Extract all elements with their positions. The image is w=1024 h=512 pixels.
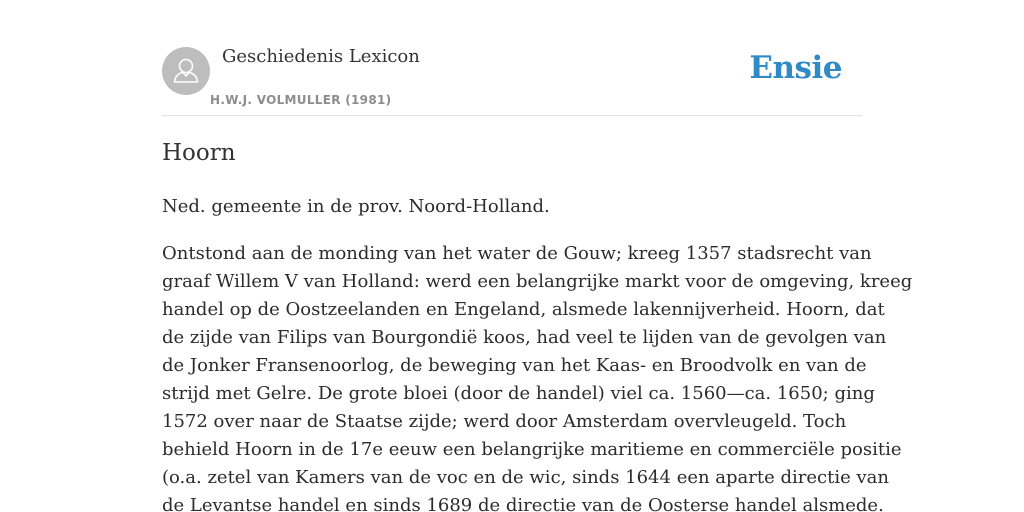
body-line: behield Hoorn in de 17e eeuw een belangrijke maritieme en commerciële positie	[162, 439, 902, 460]
body-line: de zijde van Filips van Bourgondië koos, had veel te lijden van de gevolgen van	[162, 327, 887, 348]
entry-summary: Ned. gemeente in de prov. Noord-Holland.	[162, 196, 550, 217]
author-name[interactable]: H.W.J. VOLMULLER (1981)	[210, 93, 392, 107]
body-line: handel op de Oostzeelanden en Engeland, alsmede lakennijverheid. Hoorn, dat	[162, 299, 885, 320]
user-silhouette-icon	[162, 47, 210, 95]
body-line: 1572 over naar de Staatse zijde; werd door Amsterdam overvleugeld. Toch	[162, 411, 847, 432]
body-line: de Levantse handel en sinds 1689 de directie van de Oosterse handel alsmede.	[162, 495, 884, 512]
page-container	[162, 0, 913, 512]
body-line: de Jonker Fransenoorlog, de beweging van het Kaas- en Broodvolk en van de	[162, 355, 867, 376]
brand-logo[interactable]: Ensie	[749, 50, 842, 86]
entry-title: Hoorn	[162, 140, 236, 166]
avatar[interactable]	[162, 47, 210, 95]
entry-body	[162, 240, 913, 512]
body-line: strijd met Gelre. De grote bloei (door de handel) viel ca. 1560—ca. 1650; ging	[162, 383, 875, 404]
body-line: Ontstond aan de monding van het water de Gouw; kreeg 1357 stadsrecht van	[162, 243, 872, 264]
body-line: graaf Willem V van Holland: werd een belangrijke markt voor de omgeving, kreeg	[162, 271, 913, 292]
body-line: (o.a. zetel van Kamers van de voc en de wic, sinds 1644 een aparte directie van	[162, 467, 889, 488]
entry-header	[162, 0, 862, 116]
source-title[interactable]: Geschiedenis Lexicon	[222, 46, 420, 67]
